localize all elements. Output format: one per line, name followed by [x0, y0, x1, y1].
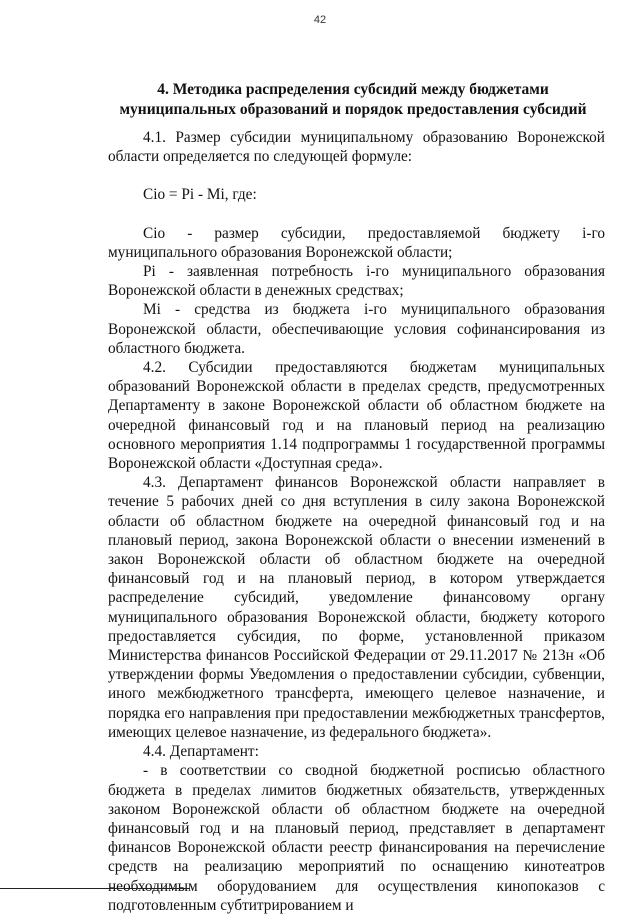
paragraph-4-4: 4.4. Департамент: [143, 743, 259, 761]
formula: Cio = Pi - Mi, где: [143, 186, 257, 204]
document-body [108, 128, 605, 915]
definition-mi: Mi - средства из бюджета i-го муниципального образования Воронежской области, обеспечивающие условия софинансирования из областного бюджета. [108, 301, 605, 357]
paragraph-4-3: 4.3. Департамент финансов Воронежской области направляет в течение 5 рабочих дней со дня вступления в силу закона Воронежской области об областном бюджете на очередной финансовый год и на плановый период, закона Воронежской области о внесении изменений в закон Воронежской области об областном бюджете на очередной финансовый год и на плановый период, в котором утверждается распределение субсидий, уведомление финансовому органу муниципального образования Воронежской области, бюджету которого предоставляется субсидия, по форме, установленной приказом Министерства финансов Российской Федерации от 29.11.2017 № 213н «Об утверждении формы Уведомления о предоставлении субсидии, субвенции, иного межбюджетного трансферта, имеющего целевое назначение, и порядка его направления при предоставлении межбюджетных трансфертов, имеющих целевое назначение, из федерального бюджета». [108, 474, 605, 741]
section-heading-line-2: муниципальных образований и порядок предоставления субсидий [119, 101, 587, 118]
paragraph-4-4-item: - в соответствии со сводной бюджетной росписью областного бюджета в пределах лимитов бюджетных обязательств, утвержденных законом Воронежской области об областном бюджете на очередной финансовый год и на плановый период, представляет в департамент финансов Воронежской области реестр финансирования на перечисление средств на реализацию мероприятий по оснащению кинотеатров необходимым оборудованием для осуществления кинопоказов с подготовленным субтитрированием и [108, 762, 605, 914]
page-number: 42 [313, 14, 327, 26]
section-heading-line-1: 4. Методика распределения субсидий между бюджетами [157, 81, 549, 98]
definition-pi: Pi - заявленная потребность i-го муниципального образования Воронежской области в денежных средствах; [108, 263, 605, 300]
paragraph-4-1: 4.1. Размер субсидии муниципальному образованию Воронежской области определяется по следующей формуле: [108, 129, 605, 166]
paragraph-4-2: 4.2. Субсидии предоставляются бюджетам муниципальных образований Воронежской области в пределах средств, предусмотренных Департаменту в законе Воронежской области об областном бюджете на очередной финансовый год и на плановый период на реализацию основного мероприятия 1.14 подпрограммы 1 государственной программы Воронежской области «Доступная среда». [108, 359, 605, 473]
section-heading [108, 80, 598, 120]
footer-rule [0, 888, 190, 889]
definition-cio: Cio - размер субсидии, предоставляемой бюджету i-го муниципального образования Воронежской области; [108, 224, 605, 261]
